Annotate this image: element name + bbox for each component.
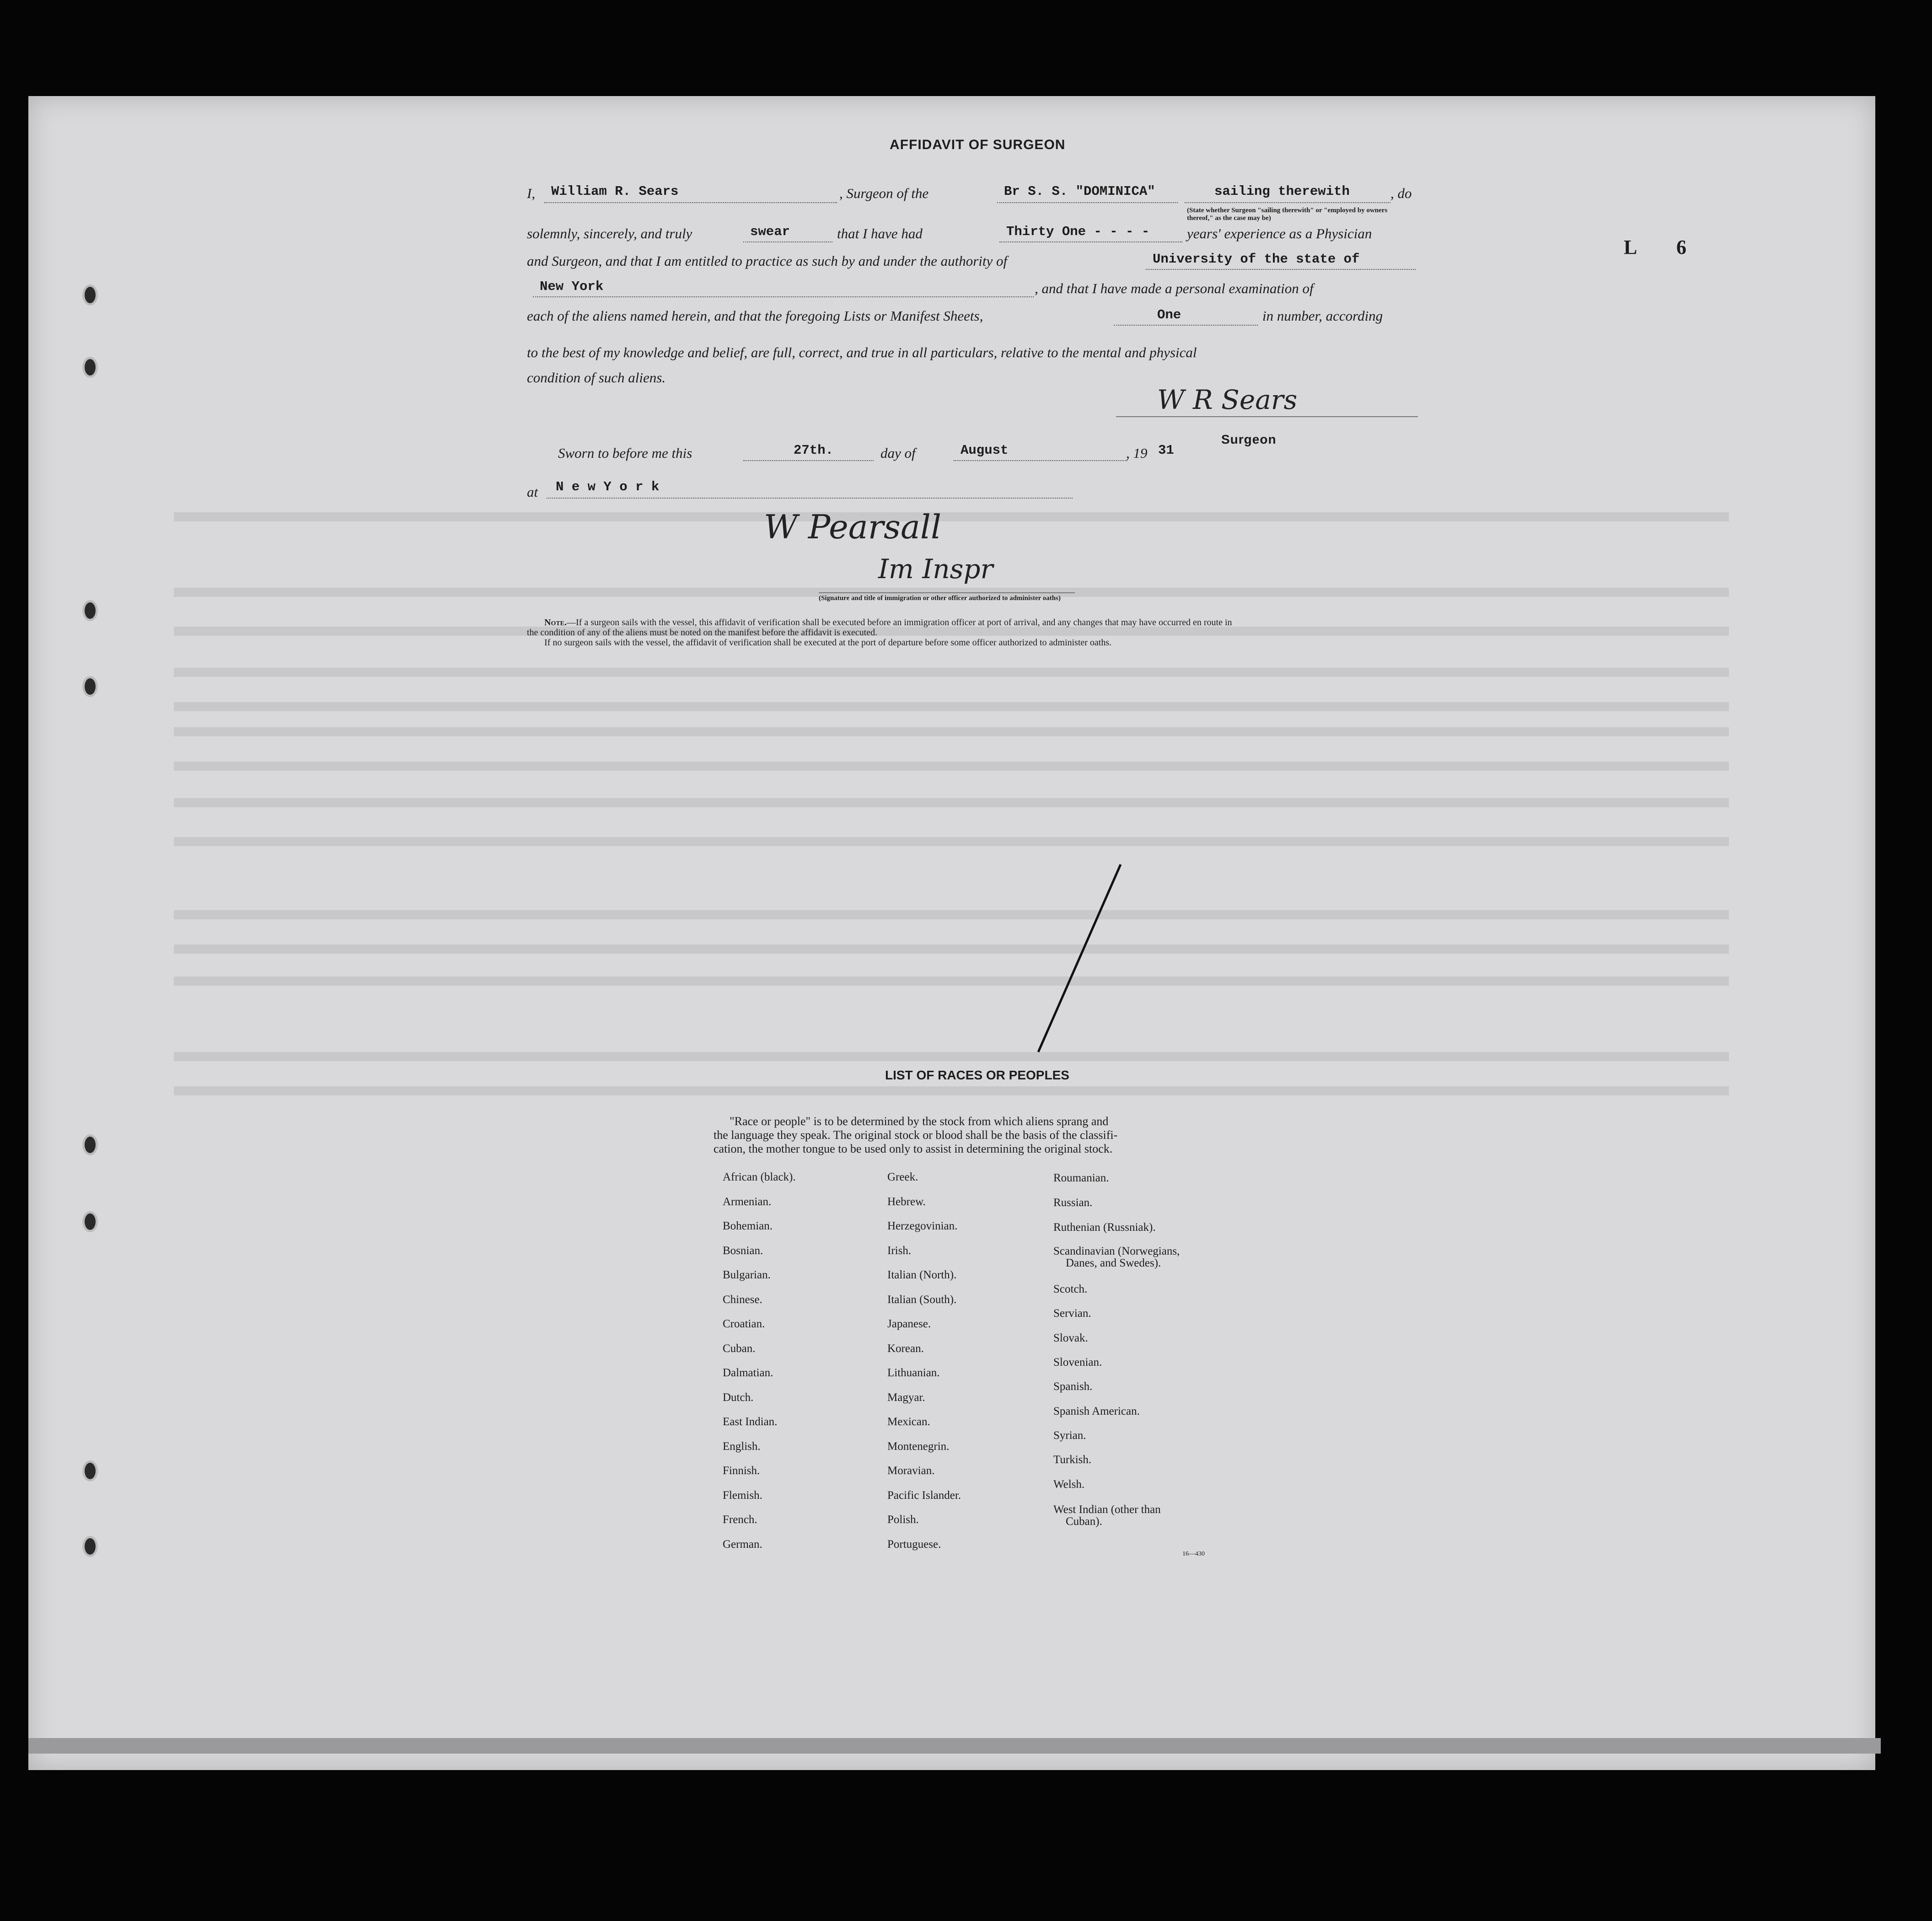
race-item: Servian. <box>1053 1307 1091 1320</box>
race-item: English. <box>723 1440 761 1453</box>
race-item: Italian (North). <box>887 1269 957 1281</box>
officer-caption: (Signature and title of immigration or other officer authorized to administer oaths) <box>819 595 1061 602</box>
pen-mark <box>1020 860 1130 1061</box>
race-item: Roumanian. <box>1053 1172 1109 1184</box>
race-item: African (black). <box>723 1171 796 1183</box>
bleed-through-row <box>174 1086 1729 1095</box>
race-item: Slovak. <box>1053 1332 1088 1344</box>
underline <box>743 241 832 242</box>
text-day-of: day of <box>880 445 916 461</box>
race-item: Chinese. <box>723 1293 762 1306</box>
underline <box>999 241 1182 242</box>
surgeon-name: William R. Sears <box>551 184 679 199</box>
vessel-name: Br S. S. "DOMINICA" <box>1004 184 1155 199</box>
race-item: Hebrew. <box>887 1195 926 1208</box>
race-item: Danes, and Swedes). <box>1066 1257 1161 1269</box>
sailing-status: sailing therewith <box>1214 184 1350 199</box>
races-intro-1: "Race or people" is to be determined by the stock from which aliens sprang and <box>730 1115 1109 1128</box>
bleed-through-row <box>174 977 1729 986</box>
race-item: Flemish. <box>723 1489 762 1502</box>
race-item: Ruthenian (Russniak). <box>1053 1221 1156 1234</box>
race-item: Cuban. <box>723 1342 756 1355</box>
race-item: Bulgarian. <box>723 1269 771 1281</box>
text-at: at <box>527 484 538 500</box>
race-item: Mexican. <box>887 1416 930 1428</box>
surgeon-signature: W R Sears <box>1157 384 1298 415</box>
race-item: Japanese. <box>887 1318 931 1330</box>
bleed-through-row <box>174 627 1729 636</box>
surgeon-label: Surgeon <box>1221 432 1277 446</box>
text-years-exp: years' experience as a Physician <box>1187 225 1372 241</box>
underline <box>954 460 1127 461</box>
race-item: Scandinavian (Norwegians, <box>1053 1245 1180 1257</box>
bleed-through-row <box>174 762 1729 771</box>
text-exam: , and that I have made a personal examination of <box>1035 280 1314 296</box>
race-item: Finnish. <box>723 1465 760 1477</box>
bleed-through-row <box>174 837 1729 846</box>
bleed-through-row <box>174 944 1729 954</box>
race-item: Welsh. <box>1053 1478 1085 1491</box>
race-item: Bohemian. <box>723 1220 773 1232</box>
bleed-through-row <box>174 910 1729 919</box>
sworn-place: N e w Y o r k <box>556 479 660 494</box>
text-sworn: Sworn to before me this <box>558 445 692 461</box>
text-had: that I have had <box>837 225 923 241</box>
sheets-count: One <box>1157 307 1181 322</box>
binder-hole-icon <box>82 284 98 306</box>
race-item: Korean. <box>887 1342 924 1355</box>
races-intro-3: cation, the mother tongue to be used only to assist in determining the original stock. <box>714 1142 1113 1155</box>
page-mark: L <box>1624 236 1637 258</box>
text-do: , do <box>1390 185 1412 201</box>
signature-line <box>819 592 1075 593</box>
affidavit-title: AFFIDAVIT OF SURGEON <box>890 137 1066 152</box>
underline <box>547 498 1073 499</box>
race-item: Russian. <box>1053 1197 1093 1209</box>
text-in-number: in number, according <box>1262 308 1383 324</box>
note-text: —If a surgeon sails with the vessel, this affidavit of verification shall be executed before an immigration officer at port of arrival, and any changes that may have occurred en route in <box>567 617 1232 628</box>
state-note: (State whether Surgeon "sailing therewith" or "employed by owners thereof," as the case may be) <box>1187 207 1388 222</box>
underline <box>544 202 837 203</box>
race-item: Polish. <box>887 1513 919 1526</box>
race-item: Bosnian. <box>723 1244 763 1257</box>
race-item: Cuban). <box>1066 1515 1102 1528</box>
race-item: Italian (South). <box>887 1293 957 1306</box>
bleed-through-row <box>174 668 1729 677</box>
race-item: French. <box>723 1513 757 1526</box>
text-and-surgeon: and Surgeon, and that I am entitled to practice as such by and under the authority of <box>527 253 1008 269</box>
text-condition: condition of such aliens. <box>527 370 666 386</box>
oath: swear <box>750 224 790 239</box>
underline <box>533 296 1034 297</box>
race-item: Armenian. <box>723 1195 772 1208</box>
note-line-2: the condition of any of the aliens must be noted on the manifest before the affidavit is executed. <box>527 628 878 638</box>
race-item: Montenegrin. <box>887 1440 950 1453</box>
binder-hole-icon <box>82 1134 98 1155</box>
race-item: Syrian. <box>1053 1429 1086 1442</box>
bleed-through-row <box>174 702 1729 711</box>
page-edge <box>28 1738 1881 1754</box>
page-number: 6 <box>1676 236 1686 258</box>
officer-title-signature: Im Inspr <box>878 553 993 585</box>
races-title: LIST OF RACES OR PEOPLES <box>885 1068 1069 1082</box>
authority-line-1: University of the state of <box>1153 252 1360 267</box>
text-19: , 19 <box>1126 445 1148 461</box>
sworn-month: August <box>961 443 1009 458</box>
race-item: West Indian (other than <box>1053 1503 1161 1516</box>
binder-hole-icon <box>82 357 98 378</box>
race-item: Dutch. <box>723 1391 754 1404</box>
binder-hole-icon <box>82 1460 98 1481</box>
underline <box>1146 269 1416 270</box>
text-surgeon-of: , Surgeon of the <box>839 185 929 201</box>
binder-hole-icon <box>82 600 98 621</box>
signature-line <box>1116 416 1418 417</box>
binder-hole-icon <box>82 1536 98 1557</box>
text-solemnly: solemnly, sincerely, and truly <box>527 225 692 241</box>
underline <box>1114 325 1258 326</box>
race-item: German. <box>723 1538 762 1551</box>
text-i: I, <box>527 185 536 201</box>
race-item: Slovenian. <box>1053 1356 1102 1368</box>
race-item: Moravian. <box>887 1465 935 1477</box>
sworn-year: 31 <box>1158 443 1174 458</box>
form-number: 16—430 <box>1182 1551 1205 1557</box>
race-item: Portuguese. <box>887 1538 941 1551</box>
race-item: Irish. <box>887 1244 912 1257</box>
race-item: Pacific Islander. <box>887 1489 961 1502</box>
bleed-through-row <box>174 798 1729 807</box>
sworn-day: 27th. <box>794 443 834 458</box>
race-item: Magyar. <box>887 1391 925 1404</box>
race-item: Spanish American. <box>1053 1405 1140 1417</box>
race-item: Herzegovinian. <box>887 1220 958 1232</box>
race-item: Croatian. <box>723 1318 765 1330</box>
bleed-through-row <box>174 512 1729 521</box>
race-item: Spanish. <box>1053 1380 1093 1393</box>
underline <box>743 460 874 461</box>
note-line-1 <box>544 617 1232 628</box>
bleed-through-row <box>174 1052 1729 1061</box>
binder-hole-icon <box>82 676 98 697</box>
text-best: to the best of my knowledge and belief, are full, correct, and true in all particulars, relative to the mental and physical <box>527 344 1197 360</box>
officer-signature: W Pearsall <box>764 508 941 546</box>
text-each: each of the aliens named herein, and that the foregoing Lists or Manifest Sheets, <box>527 308 983 324</box>
race-item: Dalmatian. <box>723 1367 773 1379</box>
note-line-3: If no surgeon sails with the vessel, the affidavit of verification shall be executed at the port of departure before some officer authorized to administer oaths. <box>544 638 1112 648</box>
binder-hole-icon <box>82 1211 98 1232</box>
underline <box>1185 202 1390 203</box>
years-experience: Thirty One - - - - <box>1006 224 1150 239</box>
authority-line-2: New York <box>540 279 604 294</box>
race-item: East Indian. <box>723 1416 778 1428</box>
underline <box>997 202 1178 203</box>
race-item: Greek. <box>887 1171 918 1183</box>
note-label: Note. <box>544 617 567 628</box>
bleed-through-row <box>174 727 1729 736</box>
races-intro-2: the language they speak. The original stock or blood shall be the basis of the classifi- <box>714 1128 1118 1142</box>
race-item: Scotch. <box>1053 1283 1088 1295</box>
race-item: Lithuanian. <box>887 1367 940 1379</box>
race-item: Turkish. <box>1053 1454 1092 1466</box>
